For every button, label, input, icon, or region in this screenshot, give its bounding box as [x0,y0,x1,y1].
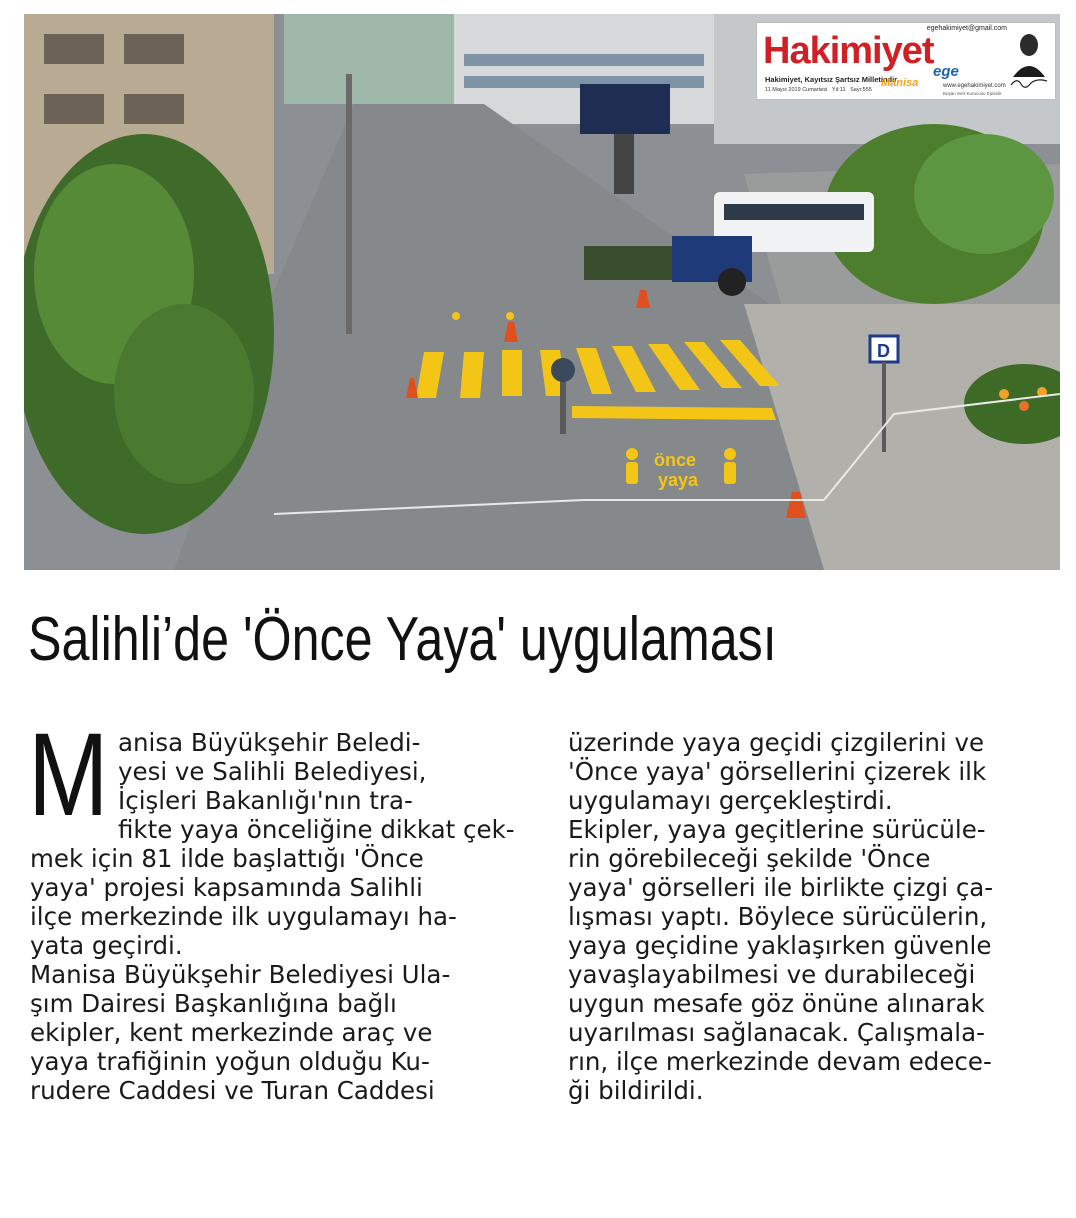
article-line: yavaşlayabilmesi ve durabileceği [568,960,976,989]
article-line: uygulamayı gerçekleştirdi. [568,786,893,815]
drop-cap: M [28,709,109,841]
article-line: mek için 81 ilde başlattığı 'Önce [30,844,424,873]
ataturk-portrait-icon [1009,29,1049,77]
article-line: uyarılması sağlanacak. Çalışmala- [568,1018,985,1047]
article-line: uygun mesafe göz önüne alınarak [568,989,985,1018]
article-column-left [28,709,522,1105]
portrait-caption: Boşan Sert Kurucusu Ejesidir [943,91,1002,96]
article-line: yaya' görselleri ile birlikte çizgi ça- [568,873,994,902]
masthead-dateline [765,87,872,93]
sign-letter: D [877,341,890,361]
stop-line [572,406,776,420]
masthead-website: www.egehakimiyet.com [943,83,1006,89]
billboard [580,84,670,134]
street-pole [346,74,352,334]
article-line: Manisa Büyükşehir Belediyesi Ula- [30,960,451,989]
masthead-slogan: Hakimiyet, Kayıtsız Şartsız Milletindir. [765,75,899,84]
signature-icon [1009,75,1049,89]
article-line: lışması yaptı. Böylece sürücülerin, [568,902,988,931]
article-line: ilçe merkezinde ilk uygulamayı ha- [30,902,457,931]
masthead-volume: Yıl:11 [831,87,846,93]
article-line: üzerinde yaya geçidi çizgilerini ve [568,728,985,757]
masthead-sub-brand: ege [933,63,959,80]
article-line: yaya geçidine yaklaşırken güvenle [568,931,992,960]
article-line: 'Önce yaya' görsellerini çizerek ilk [568,757,987,786]
masthead-date: 11 Mayıs 2019 Cumartesi [765,87,828,93]
article-line: rudere Caddesi ve Turan Caddesi [30,1076,435,1105]
article-line: şım Dairesi Başkanlığına bağlı [30,989,397,1018]
article-headline: Salihli’de 'Önce Yaya' uygulaması [28,605,777,674]
manisa-badge: Manisa [881,77,919,89]
newspaper-masthead [756,22,1056,100]
article-line: yata geçirdi. [30,931,183,960]
article-line: ekipler, kent merkezinde araç ve [30,1018,433,1047]
article-line: rin görebileceği şekilde 'Önce [568,844,931,873]
article-line: Ekipler, yaya geçitlerine sürücüle- [568,815,986,844]
article-line: yesi ve Salihli Belediyesi, [118,757,427,786]
article-line: yaya trafiğinin yoğun olduğu Ku- [30,1047,430,1076]
article-line: fikte yaya önceliğine dikkat çek- [118,815,515,844]
road-text-once: önce [654,450,697,470]
masthead-email: egehakimiyet@gmail.com [926,25,1007,32]
article-line: yaya' projesi kapsamında Salihli [30,873,423,902]
article-line: rın, ilçe merkezinde devam edece- [568,1047,992,1076]
article-column-right [568,728,1060,1105]
right-column-text [568,728,1060,1105]
road-text-yaya: yaya [658,470,699,490]
masthead-issue: Sayı:555 [850,87,872,93]
article-line: anisa Büyükşehir Beledi- [118,728,421,757]
article-line: ği bildirildi. [568,1076,704,1105]
article-line: İçişleri Bakanlığı'nın tra- [118,786,413,815]
masthead-brand: Hakimiyet [763,30,934,72]
